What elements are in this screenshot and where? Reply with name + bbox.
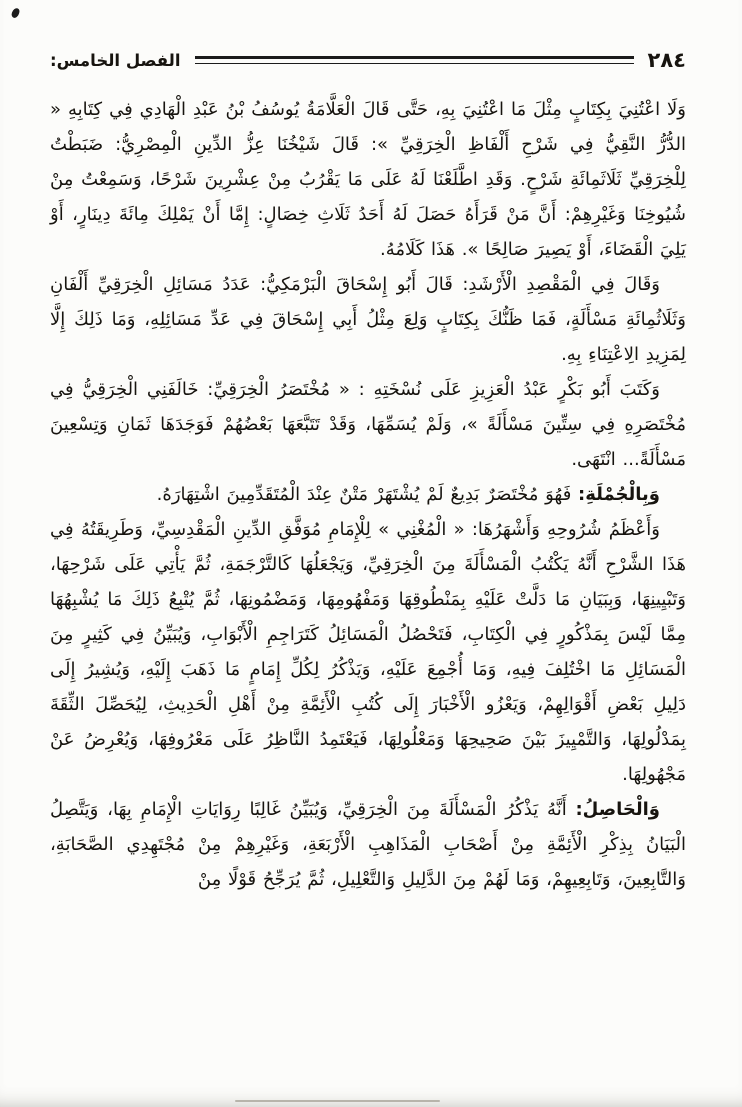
paragraph-lead: وَبِالْجُمْلَةِ: — [578, 484, 660, 505]
paragraph-text: وَأَعْظَمُ شُرُوحِهِ وَأَشْهَرُهَا: « الْمُغْنِي » لِلْإِمَامِ مُوَفَّقِ الدِّينِ الْمَقْدِسِيِّ، وَطَرِيقَتُهُ فِي هَذَا الشَّرْحِ أَنَّهُ يَكْتُبُ الْمَسْأَلَةَ مِنَ الْخِرَقِيِّ، وَيَجْعَلُهَا كَالتَّرْجَمَةِ، ثُمَّ يَأْتِي عَلَى شَرْحِهَا، وَتَبْيِينِهَا، وَبِبَيَانِ مَا دَلَّتْ عَلَيْهِ بِمَنْطُوقِهَا وَمَفْهُومِهَا، وَمَضْمُونِهَا، ثُمَّ يُتْبِعُ ذَلِكَ مَا يُشْبِهُهَا مِمَّا لَيْسَ بِمَذْكُورٍ فِي الْكِتَابِ، فَتَحْصُلُ الْمَسَائِلُ كَتَرَاجِمِ الْأَبْوَابِ، وَيُبَيِّنُ فِي كَثِيرٍ مِنَ الْمَسَائِلِ مَا اخْتُلِفَ فِيهِ، وَمَا أُجْمِعَ عَلَيْهِ، وَيَذْكُرُ لِكُلِّ إِمَامٍ مَا ذَهَبَ إِلَيْهِ، وَيُشِيرُ إِلَى دَلِيلِ بَعْضِ أَقْوَالِهِمْ، وَيَعْزُو الْأَخْبَارَ إِلَى كُتُبِ الْأَئِمَّةِ مِنْ أَهْلِ الْحَدِيثِ، لِيُحَصِّلَ الثِّقَةَ بِمَدْلُولِهَا، وَالتَّمْيِيزَ بَيْنَ صَحِيحِهَا وَمَعْلُولِهَا، فَيَعْتَمِدُ النَّاظِرُ عَلَى مَعْرُوفِهَا، وَيُعْرِضُ عَنْ مَجْهُولِهَا. — [50, 519, 686, 785]
paragraph-3 — [50, 372, 686, 477]
paragraph-text: فَهُوَ مُخْتَصَرٌ بَدِيعٌ لَمْ يُشْتَهَرْ مَتْنٌ عِنْدَ الْمُتَقَدِّمِينَ اشْتِهَارَهُ. — [156, 484, 579, 505]
scan-artifact — [11, 7, 21, 19]
paragraph-text: وَلَا اعْتُنِيَ بِكِتَابٍ مِثْلَ مَا اعْتُنِيَ بِهِ، حَتَّى قَالَ الْعَلَّامَةُ يُوسُفُ بْنُ عَبْدِ الْهَادِي فِي كِتَابِهِ « الدُّرُّ النَّقِيُّ فِي شَرْحِ أَلْفَاظِ الْخِرَقِيِّ »: قَالَ شَيْخُنَا عِزُّ الدِّينِ الْمِصْرِيُّ: ضَبَطْتُ لِلْخِرَقِيِّ ثَلَاثَمِائَةِ شَرْحٍ. وَقَدِ اطَّلَعْنَا لَهُ عَلَى مَا يَقْرُبُ مِنْ عِشْرِينَ شَرْحًا، وَسَمِعْتُ مِنْ شُيُوخِنَا وَغَيْرِهِمْ: أَنَّ مَنْ قَرَأَهُ حَصَلَ لَهُ أَحَدُ ثَلَاثِ خِصَالٍ: إِمَّا أَنْ يَمْلِكَ مِائَةَ دِينَارٍ، أَوْ يَلِيَ الْقَضَاءَ، أَوْ يَصِيرَ صَالِحًا ». هَذَا كَلَامُهُ. — [50, 99, 686, 260]
paragraph-lead: وَالْحَاصِلُ: — [575, 799, 660, 820]
paragraph-text: أَنَّهُ يَذْكُرُ الْمَسْأَلَةَ مِنَ الْخِرَقِيِّ، وَيُبَيِّنُ غَالِبًا رِوَايَاتِ الْإِمَامِ بِهَا، وَيَتَّصِلُ الْبَيَانُ بِذِكْرِ الْأَئِمَّةِ مِنْ أَصْحَابِ الْمَذَاهِبِ الْأَرْبَعَةِ، وَغَيْرِهِمْ مِنْ مُجْتَهِدِي الصَّحَابَةِ، وَالتَّابِعِينَ، وَتَابِعِيهِمْ، وَمَا لَهُمْ مِنَ الدَّلِيلِ وَالتَّعْلِيلِ، ثُمَّ يُرَجِّحُ قَوْلًا مِنْ — [50, 799, 686, 890]
paragraph-5 — [50, 512, 686, 792]
paragraph-text: وَقَالَ فِي الْمَقْصِدِ الْأَرْشَدِ: قَالَ أَبُو إِسْحَاقَ الْبَرْمَكِيُّ: عَدَدُ مَسَائِلِ الْخِرَقِيِّ أَلْفَانِ وَثَلَاثُمِائَةِ مَسْأَلَةٍ، فَمَا ظَنُّكَ بِكِتَابٍ وَلِعَ مِثْلُ أَبِي إِسْحَاقَ فِي عَدِّ مَسَائِلِهِ، وَمَا ذَلِكَ إِلَّا لِمَزِيدِ الِاعْتِنَاءِ بِهِ. — [50, 274, 686, 365]
paragraph-1 — [50, 92, 686, 267]
paragraph-6 — [50, 792, 686, 897]
header-rule — [195, 56, 634, 64]
page-number: ٢٨٤ — [647, 48, 686, 72]
chapter-label: الفصل الخامس: — [50, 50, 181, 70]
page-body — [50, 92, 686, 897]
paragraph-text: وَكَتَبَ أَبُو بَكْرٍ عَبْدُ الْعَزِيزِ عَلَى نُسْخَتِهِ : « مُخْتَصَرُ الْخِرَقِيِّ: خَالَفَنِي الْخِرَقِيُّ فِي مُخْتَصَرِهِ فِي سِتِّينَ مَسْأَلَةً »، وَلَمْ يُسَمِّهَا، وَقَدْ تَتَبَّعَهَا بَعْضُهُمْ فَوَجَدَهَا ثَمَانِ وَتِسْعِينَ مَسْأَلَةً... انْتَهَى. — [50, 379, 686, 470]
page-header — [50, 48, 686, 72]
paragraph-4 — [50, 477, 686, 512]
scan-artifact — [235, 1100, 440, 1102]
paragraph-2 — [50, 267, 686, 372]
